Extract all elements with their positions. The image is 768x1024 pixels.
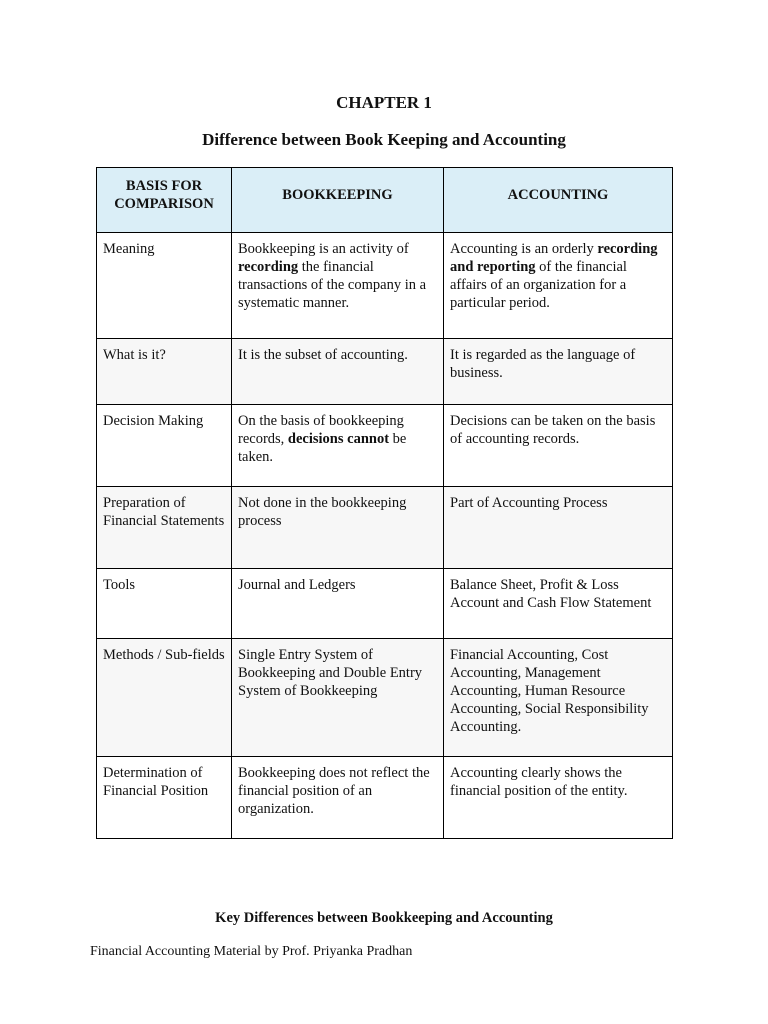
cell-bookkeeping bbox=[232, 233, 444, 339]
cell-accounting bbox=[444, 339, 673, 405]
header-accounting: ACCOUNTING bbox=[444, 168, 673, 233]
section-heading: Key Differences between Bookkeeping and Accounting bbox=[215, 910, 553, 926]
bold-text: decisions cannot bbox=[287, 431, 390, 447]
cell-text: It is regarded as the language of business. bbox=[450, 347, 636, 381]
cell-text: be taken. bbox=[238, 431, 407, 465]
cell-accounting bbox=[444, 639, 673, 757]
table-row bbox=[97, 233, 673, 339]
cell-accounting bbox=[444, 569, 673, 639]
cell-accounting bbox=[444, 405, 673, 487]
cell-text: It is the subset of accounting. bbox=[238, 347, 408, 363]
bold-text: recording bbox=[238, 259, 299, 275]
cell-text: Not done in the bookkeeping process bbox=[238, 495, 407, 529]
table-row bbox=[97, 569, 673, 639]
table-row bbox=[97, 757, 673, 839]
cell-bookkeeping bbox=[232, 339, 444, 405]
table-row bbox=[97, 339, 673, 405]
cell-text: Decisions can be taken on the basis of accounting records. bbox=[450, 413, 656, 447]
header-bookkeeping: BOOKKEEPING bbox=[232, 168, 444, 233]
page-footer: Financial Accounting Material by Prof. Priyanka Pradhan bbox=[90, 944, 413, 959]
cell-text: Accounting is an orderly bbox=[450, 241, 598, 257]
cell-text: Single Entry System of Bookkeeping and Double Entry System of Bookkeeping bbox=[238, 647, 423, 699]
cell-accounting bbox=[444, 757, 673, 839]
cell-accounting bbox=[444, 233, 673, 339]
cell-basis: Meaning bbox=[97, 233, 232, 339]
cell-text: Bookkeeping is an activity of bbox=[238, 241, 409, 257]
cell-basis: Tools bbox=[97, 569, 232, 639]
cell-bookkeeping bbox=[232, 757, 444, 839]
table-row bbox=[97, 487, 673, 569]
cell-text: Financial Accounting, Cost Accounting, Management Accounting, Human Resource Accounting, Social Responsibility Accounting. bbox=[450, 647, 649, 735]
table-row bbox=[97, 639, 673, 757]
bold-text: recording and reporting bbox=[450, 241, 658, 275]
header-basis: BASIS FOR COMPARISON bbox=[97, 168, 232, 233]
cell-text: of the financial affairs of an organization for a particular period. bbox=[450, 259, 627, 311]
cell-text: Accounting clearly shows the financial position of the entity. bbox=[450, 765, 628, 799]
cell-text: Bookkeeping does not reflect the financial position of an organization. bbox=[238, 765, 430, 817]
cell-basis: Decision Making bbox=[97, 405, 232, 487]
cell-text: Part of Accounting Process bbox=[450, 495, 608, 511]
cell-text: Balance Sheet, Profit & Loss Account and Cash Flow Statement bbox=[450, 577, 652, 611]
cell-basis: Determination of Financial Position bbox=[97, 757, 232, 839]
cell-text: Journal and Ledgers bbox=[238, 577, 356, 593]
comparison-table bbox=[96, 167, 673, 839]
table-header-row bbox=[97, 168, 673, 233]
cell-bookkeeping bbox=[232, 487, 444, 569]
cell-bookkeeping bbox=[232, 569, 444, 639]
cell-text: the financial transactions of the company in a systematic manner. bbox=[238, 259, 427, 311]
table-row bbox=[97, 405, 673, 487]
cell-basis: Preparation of Financial Statements bbox=[97, 487, 232, 569]
chapter-heading: CHAPTER 1 bbox=[336, 93, 432, 112]
cell-text: On the basis of bookkeeping records, bbox=[238, 413, 404, 447]
cell-basis: Methods / Sub-fields bbox=[97, 639, 232, 757]
cell-bookkeeping bbox=[232, 639, 444, 757]
cell-bookkeeping bbox=[232, 405, 444, 487]
cell-basis: What is it? bbox=[97, 339, 232, 405]
cell-accounting bbox=[444, 487, 673, 569]
page-title: Difference between Book Keeping and Accounting bbox=[202, 130, 566, 149]
